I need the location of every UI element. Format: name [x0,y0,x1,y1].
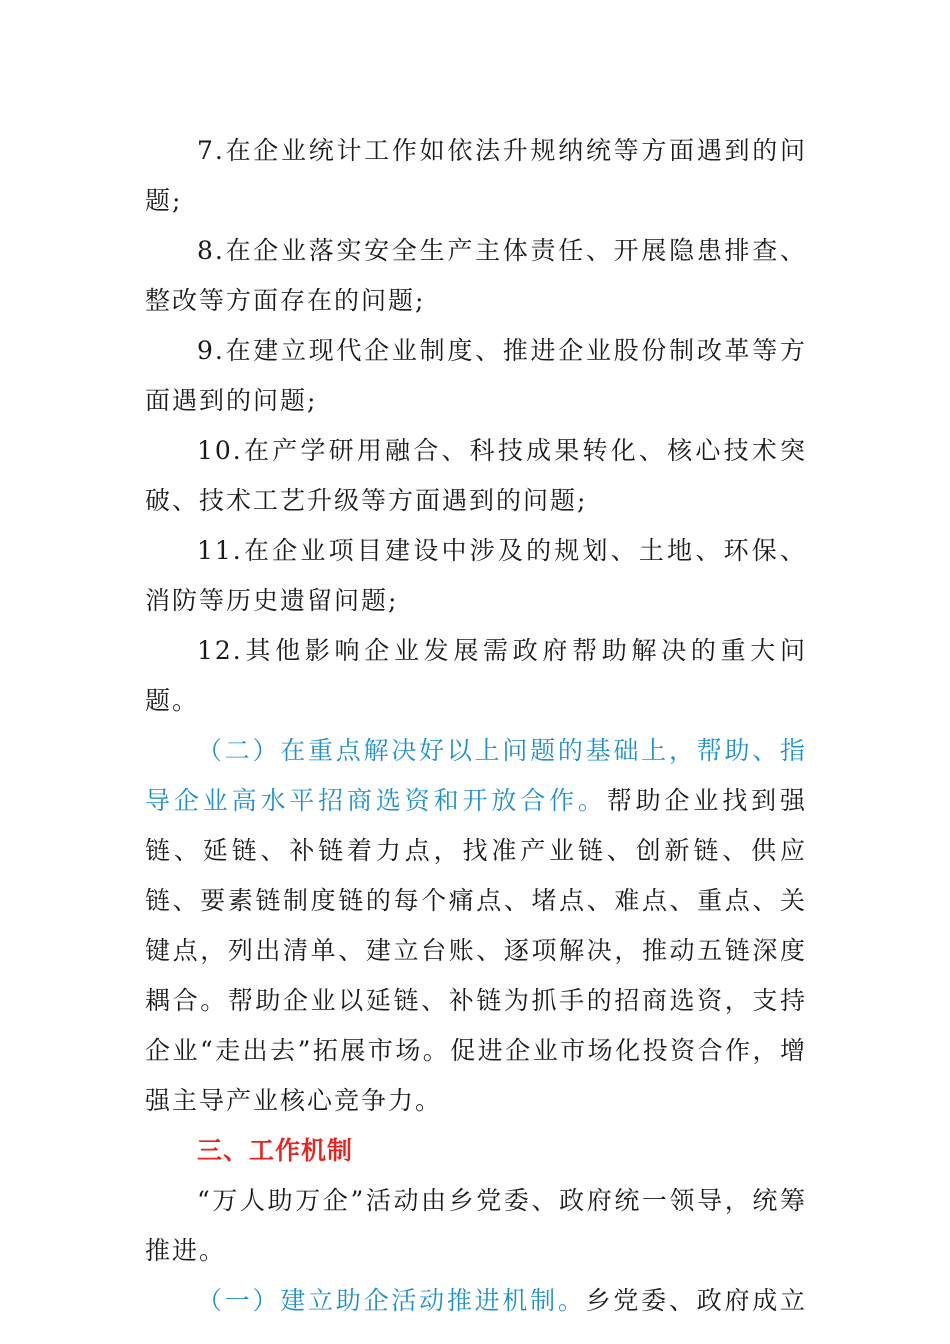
list-item-11: 11.在企业项目建设中涉及的规划、土地、环保、消防等历史遗留问题; [145,536,807,615]
list-item-12: 12.其他影响企业发展需政府帮助解决的重大问题。 [145,636,807,715]
document-body [145,126,807,1326]
list-item-8: 8.在企业落实安全生产主体责任、开展隐患排查、整改等方面存在的问题; [145,236,807,315]
section-3-1-body: 乡党委、政府成立 [585,1286,807,1315]
section-3-intro: “万人助万企”活动由乡党委、政府统一领导，统筹推进。 [145,1186,807,1265]
section-3-heading: 三、工作机制 [197,1136,354,1165]
list-item-10: 10.在产学研用融合、科技成果转化、核心技术突破、技术工艺升级等方面遇到的问题; [145,436,807,515]
section-2-2-paragraph [145,726,807,1126]
section-3-1-lead: （一）建立助企活动推进机制。 [197,1286,586,1315]
list-item-9: 9.在建立现代企业制度、推进企业股份制改革等方面遇到的问题; [145,336,807,415]
list-item-7: 7.在企业统计工作如依法升规纳统等方面遇到的问题; [145,136,807,215]
section-2-2-body: 帮助企业找到强链、延链、补链着力点，找准产业链、创新链、供应链、要素链制度链的每个痛点、堵点、难点、重点、关键点，列出清单、建立台账、逐项解决，推动五链深度耦合。帮助企业以延链、补链为抓手的招商选资，支持企业“走出去”拓展市场。促进企业市场化投资合作，增强主导产业核心竞争力。 [145,786,807,1115]
section-3-1-paragraph [145,1276,807,1326]
section-2-2-lead: （二）在重点解决好以上问题的基础上，帮助、指导企业高水平招商选资和开放合作。 [145,736,807,815]
